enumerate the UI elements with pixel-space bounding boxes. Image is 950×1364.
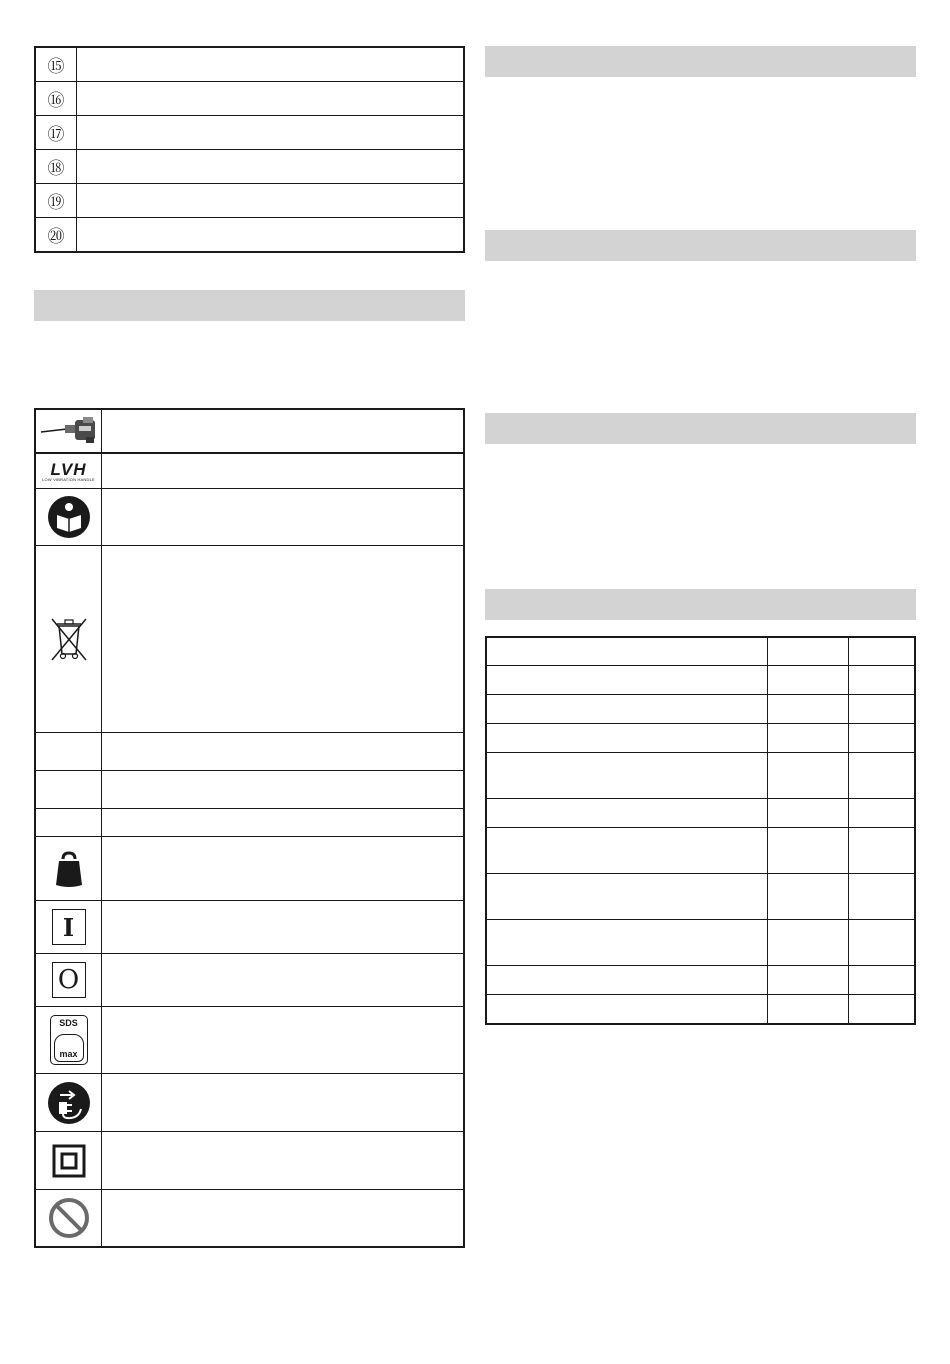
symbol-row [35,453,464,489]
parts-row [35,218,464,253]
spec-unit [768,966,849,995]
part-number: ⑯ [35,82,77,116]
symbol-cell [35,453,102,489]
part-description [77,47,465,82]
spec-label [486,695,768,724]
symbol-row [35,733,464,771]
part-number: ⑲ [35,184,77,218]
spec-unit [768,753,849,799]
lvh-logo-text: LVH [50,459,87,479]
spec-row [486,874,915,920]
spec-unit [768,995,849,1025]
symbol-row [35,809,464,837]
symbol-description [102,546,465,733]
symbol-row [35,409,464,453]
symbol-description [102,1007,465,1074]
symbol-row [35,1007,464,1074]
symbol-cell [35,1074,102,1132]
read-manual-icon [47,495,91,539]
spec-unit [768,799,849,828]
parts-row [35,47,464,82]
spec-label [486,753,768,799]
spec-unit [768,920,849,966]
parts-row [35,184,464,218]
spec-row [486,724,915,753]
spec-unit [768,724,849,753]
parts-row [35,116,464,150]
spec-row [486,695,915,724]
symbol-cell [35,809,102,837]
symbol-cell [35,489,102,546]
symbol-row [35,901,464,954]
spec-label [486,920,768,966]
spec-row [486,966,915,995]
symbol-row [35,1190,464,1248]
switch-off-symbol: O [57,965,80,995]
spec-row [486,995,915,1025]
section-header-symbols [34,290,465,321]
symbol-description [102,901,465,954]
spec-unit [768,828,849,874]
sds-label: SDS [59,1018,78,1028]
parts-row [35,150,464,184]
spec-value [849,920,916,966]
sds-shank-outline [54,1034,84,1062]
part-description [77,150,465,184]
part-description [77,116,465,150]
parts-row [35,82,464,116]
spec-value [849,637,916,666]
spec-value [849,995,916,1025]
spec-row [486,666,915,695]
spec-label [486,966,768,995]
symbols-table [34,408,465,1248]
spec-value [849,724,916,753]
symbol-description [102,954,465,1007]
sds-max-label: max [59,1049,78,1059]
unplug-icon [47,1081,91,1125]
symbol-row [35,837,464,901]
spec-unit [768,666,849,695]
spec-row [486,799,915,828]
spec-label [486,666,768,695]
section-header-1 [485,46,916,77]
spec-unit [768,874,849,920]
spec-unit [768,695,849,724]
spec-row [486,753,915,799]
symbol-description [102,1132,465,1190]
part-description [77,82,465,116]
symbol-cell [35,1190,102,1248]
symbol-description [102,453,465,489]
spec-label [486,637,768,666]
part-number: ⑰ [35,116,77,150]
section-header-specifications [485,589,916,620]
spec-unit [768,637,849,666]
spec-row [486,828,915,874]
sds-max-icon [50,1015,88,1065]
symbol-description [102,409,465,453]
switch-on-symbol: I [62,912,75,942]
symbol-row [35,771,464,809]
weight-icon [54,849,84,889]
switch-on-icon [52,909,86,945]
symbol-cell [35,733,102,771]
spec-value [849,666,916,695]
spec-value [849,828,916,874]
symbol-cell [35,409,102,453]
specifications-table [485,636,916,1025]
part-number: ⑱ [35,150,77,184]
part-number: ⑳ [35,218,77,253]
symbol-cell [35,837,102,901]
spec-value [849,874,916,920]
symbol-description [102,837,465,901]
spec-row [486,920,915,966]
section-header-3 [485,413,916,444]
class-ii-double-insulation-icon [52,1144,86,1178]
symbol-description [102,1190,465,1248]
switch-off-icon [52,962,86,998]
symbol-cell [35,901,102,954]
spec-label [486,995,768,1025]
spec-label [486,828,768,874]
symbol-description [102,489,465,546]
symbol-cell [35,1132,102,1190]
symbol-description [102,809,465,837]
spec-row [486,637,915,666]
part-description [77,184,465,218]
part-description [77,218,465,253]
spec-value [849,799,916,828]
lvh-logo-icon [36,461,101,482]
symbol-cell [35,771,102,809]
section-header-2 [485,230,916,261]
spec-value [849,966,916,995]
part-number: ⑮ [35,47,77,82]
symbol-row [35,546,464,733]
symbol-row [35,1074,464,1132]
symbol-description [102,733,465,771]
symbol-cell [35,954,102,1007]
lvh-logo-tagline: LOW VIBRATION HANDLE [42,476,95,482]
symbol-row [35,1132,464,1190]
symbol-row [35,489,464,546]
demolition-hammer-icon [39,416,99,446]
parts-list-table [34,46,465,253]
symbol-cell [35,546,102,733]
weee-crossed-bin-icon [49,616,89,662]
spec-label [486,874,768,920]
spec-value [849,753,916,799]
spec-label [486,799,768,828]
symbol-description [102,1074,465,1132]
symbol-row [35,954,464,1007]
spec-label [486,724,768,753]
symbol-cell [35,1007,102,1074]
symbol-description [102,771,465,809]
prohibition-icon [48,1197,90,1239]
spec-value [849,695,916,724]
